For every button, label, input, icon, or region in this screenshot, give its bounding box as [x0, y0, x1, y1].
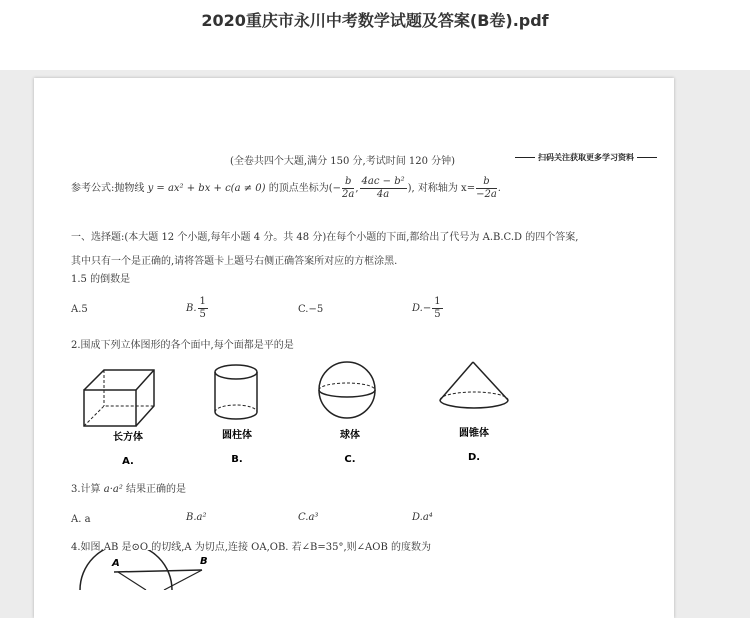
- cuboid-figure: [84, 370, 154, 426]
- cylinder-figure: [215, 365, 257, 419]
- q3-option-d: D.a⁴: [412, 512, 433, 523]
- section1-instructions-line2: 其中只有一个是正确的,请将答题卡上题号右侧正确答案所对应的方框涂黑.: [71, 256, 398, 267]
- q4-stem: 4.如图,AB 是⊙O 的切线,A 为切点,连接 OA,OB. 若∠B=35°,则∠AOB 的度数为: [71, 542, 431, 553]
- q3-option-c: C.a³: [298, 512, 319, 523]
- q1-stem: 1.5 的倒数是: [71, 274, 131, 285]
- q2-shape-name-c: 球体: [340, 430, 360, 441]
- q3-option-a: A. a: [71, 514, 91, 525]
- document-title: 2020重庆市永川中考数学试题及答案(B卷).pdf: [201, 11, 549, 30]
- q2-shape-name-d: 圆锥体: [459, 428, 489, 439]
- dash-left: [515, 157, 535, 158]
- q2-letter-d: D.: [467, 452, 481, 463]
- axis-fraction: $\frac{b}{-2a}$: [476, 176, 497, 200]
- q2-figures: [74, 360, 674, 470]
- vertex-x-fraction: $\frac{b}{2a}$: [342, 176, 355, 200]
- parabola-equation: y = ax² + bx + c(a ≠ 0): [147, 183, 266, 194]
- q1-option-a: A.5: [71, 304, 88, 315]
- dash-right: [637, 157, 657, 158]
- viewer-header: [0, 0, 750, 70]
- q2-letter-b: B.: [231, 454, 243, 465]
- cone-figure: [440, 362, 508, 408]
- section1-instructions-line1: 一、选择题:(本大题 12 个小题,每年小题 4 分。共 48 分)在每个小题的下面,都给出了代号为 A.B.C.D 的四个答案,: [71, 232, 579, 243]
- q1-option-c: C.−5: [298, 304, 324, 315]
- segment-oa: [118, 572, 146, 590]
- q2-shape-name-b: 圆柱体: [222, 430, 252, 441]
- q2-stem: 2.围成下列立体图形的各个面中,每个面都是平的是: [71, 340, 294, 351]
- pdf-page: [34, 78, 674, 618]
- q4-figure: [74, 550, 214, 590]
- sphere-figure: [319, 362, 375, 418]
- q1-option-b: B. $\frac{1}{5}$: [186, 296, 206, 320]
- circle-o-arc: [80, 550, 172, 590]
- q1-option-d: D.− $\frac{1}{5}$: [412, 296, 441, 320]
- q2-letter-a: A.: [122, 456, 134, 467]
- exam-header-note: (全卷共四个大题,满分 150 分,考试时间 120 分钟): [230, 156, 456, 167]
- q2-letter-c: C.: [344, 454, 356, 465]
- scan-note: 扫码关注获取更多学习资料: [512, 152, 660, 163]
- q2-shape-name-a: 长方体: [113, 432, 143, 443]
- reference-formula: 参考公式:抛物线 y = ax² + bx + c(a ≠ 0) 的顶点坐标为(− $\frac{b}{2a}$ , $\frac{\text{4ac − b²}}{4a}$ ), 对称轴为 x= $\frac{b}{-2a}$ .: [71, 176, 501, 200]
- vertex-y-fraction: $\frac{\text{4ac − b²}}{4a}$: [361, 176, 405, 200]
- point-a-label: A: [112, 558, 120, 569]
- q3-stem: 3.计算 a·a² 结果正确的是: [71, 484, 187, 495]
- tangent-line: [114, 570, 202, 572]
- q3-option-b: B.a²: [186, 512, 207, 523]
- point-b-label: B: [200, 556, 208, 567]
